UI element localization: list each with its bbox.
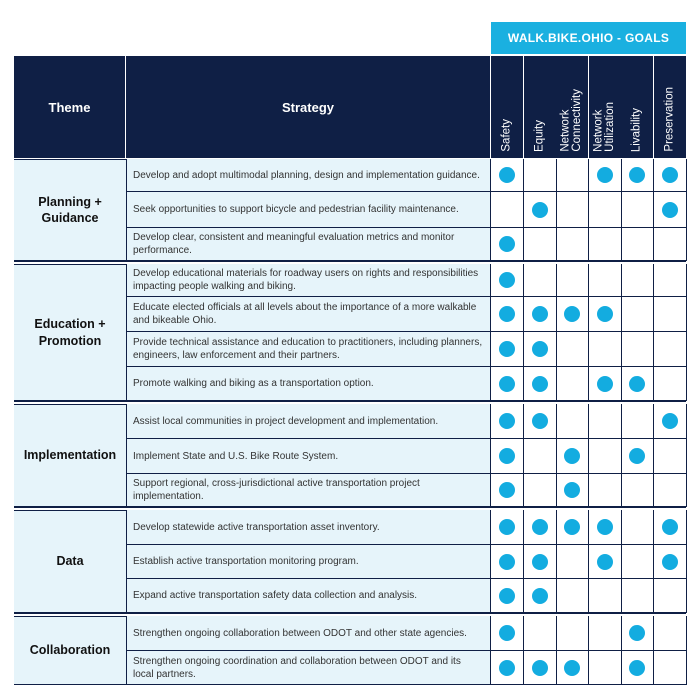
goal-cell [556, 404, 589, 439]
goal-cell [491, 545, 524, 579]
goal-dot [499, 554, 515, 570]
goal-dot [499, 519, 515, 535]
goal-header [524, 56, 557, 158]
goal-header [491, 56, 524, 158]
goal-dot [662, 519, 678, 535]
goal-dot [564, 448, 580, 464]
goal-cell [491, 367, 524, 401]
goal-cell [654, 332, 687, 367]
goal-cell [524, 404, 557, 439]
goal-dot [564, 482, 580, 498]
goal-cell [524, 192, 557, 228]
goal-cell [654, 297, 687, 332]
strategy-cell: Develop statewide active transportation asset inventory. [126, 510, 491, 545]
goal-header [654, 56, 687, 158]
goal-dot [499, 588, 515, 604]
goal-cell [556, 439, 589, 474]
goal-cell [491, 159, 524, 192]
goal-dot [564, 306, 580, 322]
goal-dot [499, 167, 515, 183]
goal-dot [564, 660, 580, 676]
goal-cell [556, 228, 589, 261]
goal-cell [621, 192, 654, 228]
goal-cell [654, 159, 687, 192]
goal-cell [556, 332, 589, 367]
goal-cell [491, 579, 524, 613]
goal-cell [621, 159, 654, 192]
goal-cell [556, 297, 589, 332]
goal-dot [662, 202, 678, 218]
goal-header [589, 56, 622, 158]
goal-dot [629, 167, 645, 183]
goal-cell [589, 616, 622, 651]
goal-cell [524, 264, 557, 297]
goal-cell [654, 651, 687, 685]
goal-cell [491, 510, 524, 545]
goal-cell [524, 228, 557, 261]
goals-banner: WALK.BIKE.OHIO - GOALS [491, 22, 686, 54]
goal-cell [589, 404, 622, 439]
goal-dot [564, 519, 580, 535]
goal-cell [621, 439, 654, 474]
strategy-cell: Educate elected officials at all levels about the importance of a more walkable and bikeable Ohio. [126, 297, 491, 332]
goal-cell [491, 192, 524, 228]
strategy-cell: Develop clear, consistent and meaningful evaluation metrics and monitor performance. [126, 228, 491, 261]
group-divider [14, 400, 686, 402]
goal-cell [589, 367, 622, 401]
goal-cell [589, 297, 622, 332]
goal-header [621, 56, 654, 158]
goal-cell [589, 159, 622, 192]
goal-cell [524, 579, 557, 613]
goal-cell [654, 510, 687, 545]
goal-dot [532, 519, 548, 535]
goal-cell [491, 228, 524, 261]
goal-cell [556, 545, 589, 579]
goal-dot [662, 554, 678, 570]
theme-cell: Planning + Guidance [14, 159, 126, 261]
goal-cell [589, 228, 622, 261]
goal-cell [621, 297, 654, 332]
strategy-cell: Support regional, cross-jurisdictional active transportation project implementation. [126, 474, 491, 507]
goal-cell [621, 404, 654, 439]
goal-dot [597, 306, 613, 322]
goal-cell [589, 545, 622, 579]
goal-dot [597, 167, 613, 183]
goal-cell [556, 264, 589, 297]
goal-cell [654, 192, 687, 228]
goal-dot [597, 554, 613, 570]
goal-cell [654, 439, 687, 474]
goal-cell [621, 579, 654, 613]
goal-cell [556, 651, 589, 685]
goal-dot [499, 306, 515, 322]
goal-cell [491, 297, 524, 332]
goal-cell [524, 545, 557, 579]
goal-dot [629, 448, 645, 464]
goal-dot [662, 167, 678, 183]
goal-cell [491, 332, 524, 367]
goal-cell [491, 404, 524, 439]
group-divider [14, 260, 686, 262]
goal-cell [491, 264, 524, 297]
goal-dot [499, 482, 515, 498]
goal-cell [556, 616, 589, 651]
goal-dot [532, 376, 548, 392]
goal-dot [532, 306, 548, 322]
goal-dot [629, 625, 645, 641]
goal-dot [499, 376, 515, 392]
group-divider [14, 506, 686, 508]
goal-cell [654, 474, 687, 507]
goal-dot [532, 588, 548, 604]
strategy-cell: Promote walking and biking as a transportation option. [126, 367, 491, 401]
goal-dot [532, 660, 548, 676]
strategy-cell: Strengthen ongoing coordination and collaboration between ODOT and its local partners. [126, 651, 491, 685]
goal-cell [491, 616, 524, 651]
goal-cell [589, 192, 622, 228]
goal-cell [621, 264, 654, 297]
goal-cell [524, 474, 557, 507]
goal-cell [621, 545, 654, 579]
goal-cell [621, 616, 654, 651]
group-divider [14, 612, 686, 614]
theme-cell: Collaboration [14, 616, 126, 685]
goal-cell [556, 474, 589, 507]
strategy-cell: Seek opportunities to support bicycle and pedestrian facility maintenance. [126, 192, 491, 228]
goal-cell [491, 474, 524, 507]
goal-cell [491, 651, 524, 685]
goal-cell [589, 332, 622, 367]
goal-cell [654, 404, 687, 439]
goal-dot [499, 272, 515, 288]
goal-cell [621, 474, 654, 507]
goal-dot [532, 413, 548, 429]
goal-cell [654, 264, 687, 297]
theme-cell: Education + Promotion [14, 264, 126, 401]
goal-header-label: Safety [500, 119, 513, 152]
goal-cell [524, 651, 557, 685]
goal-cell [589, 579, 622, 613]
goal-dot [499, 236, 515, 252]
goal-cell [556, 192, 589, 228]
goal-header-label: Network Connectivity [559, 89, 583, 152]
goal-cell [524, 332, 557, 367]
goal-dot [597, 376, 613, 392]
strategy-cell: Expand active transportation safety data collection and analysis. [126, 579, 491, 613]
goal-dot [499, 625, 515, 641]
goal-dot [532, 202, 548, 218]
goal-cell [556, 579, 589, 613]
goal-header [556, 56, 589, 158]
goal-dot [629, 376, 645, 392]
strategy-cell: Assist local communities in project development and implementation. [126, 404, 491, 439]
goal-cell [524, 510, 557, 545]
goal-cell [524, 616, 557, 651]
goal-dot [532, 341, 548, 357]
goal-header-label: Equity [533, 120, 546, 152]
goal-cell [654, 367, 687, 401]
goal-cell [556, 367, 589, 401]
goal-dot [597, 519, 613, 535]
strategy-cell: Develop educational materials for roadway users on rights and responsibilities impacting people walking and biking. [126, 264, 491, 297]
goal-dot [629, 660, 645, 676]
theme-cell: Data [14, 510, 126, 613]
strategy-cell: Establish active transportation monitoring program. [126, 545, 491, 579]
goal-cell [556, 159, 589, 192]
goal-cell [589, 510, 622, 545]
goal-cell [621, 510, 654, 545]
goal-cell [654, 579, 687, 613]
goal-header-label: Livability [630, 107, 643, 152]
goal-cell [589, 264, 622, 297]
goal-cell [621, 651, 654, 685]
goal-cell [589, 439, 622, 474]
goal-cell [524, 439, 557, 474]
goal-cell [524, 367, 557, 401]
theme-cell: Implementation [14, 404, 126, 507]
goal-cell [654, 545, 687, 579]
strategy-cell: Strengthen ongoing collaboration between ODOT and other state agencies. [126, 616, 491, 651]
goal-cell [654, 228, 687, 261]
goal-cell [524, 297, 557, 332]
goal-cell [491, 439, 524, 474]
goal-cell [524, 159, 557, 192]
goal-cell [621, 367, 654, 401]
goal-dot [499, 448, 515, 464]
header-theme: Theme [14, 56, 126, 158]
strategy-cell: Provide technical assistance and education to practitioners, including planners, engineers, law enforcement and their partners. [126, 332, 491, 367]
goal-cell [589, 651, 622, 685]
header-strategy: Strategy [126, 56, 491, 158]
goal-header-label: Network Utilization [592, 102, 616, 152]
goal-dot [499, 660, 515, 676]
goal-cell [654, 616, 687, 651]
goal-cell [621, 228, 654, 261]
strategy-cell: Implement State and U.S. Bike Route System. [126, 439, 491, 474]
goal-cell [556, 510, 589, 545]
strategy-cell: Develop and adopt multimodal planning, design and implementation guidance. [126, 159, 491, 192]
goal-dot [532, 554, 548, 570]
goal-dot [499, 341, 515, 357]
goal-cell [589, 474, 622, 507]
goal-header-label: Preservation [663, 87, 676, 152]
goal-dot [662, 413, 678, 429]
goal-dot [499, 413, 515, 429]
goal-cell [621, 332, 654, 367]
